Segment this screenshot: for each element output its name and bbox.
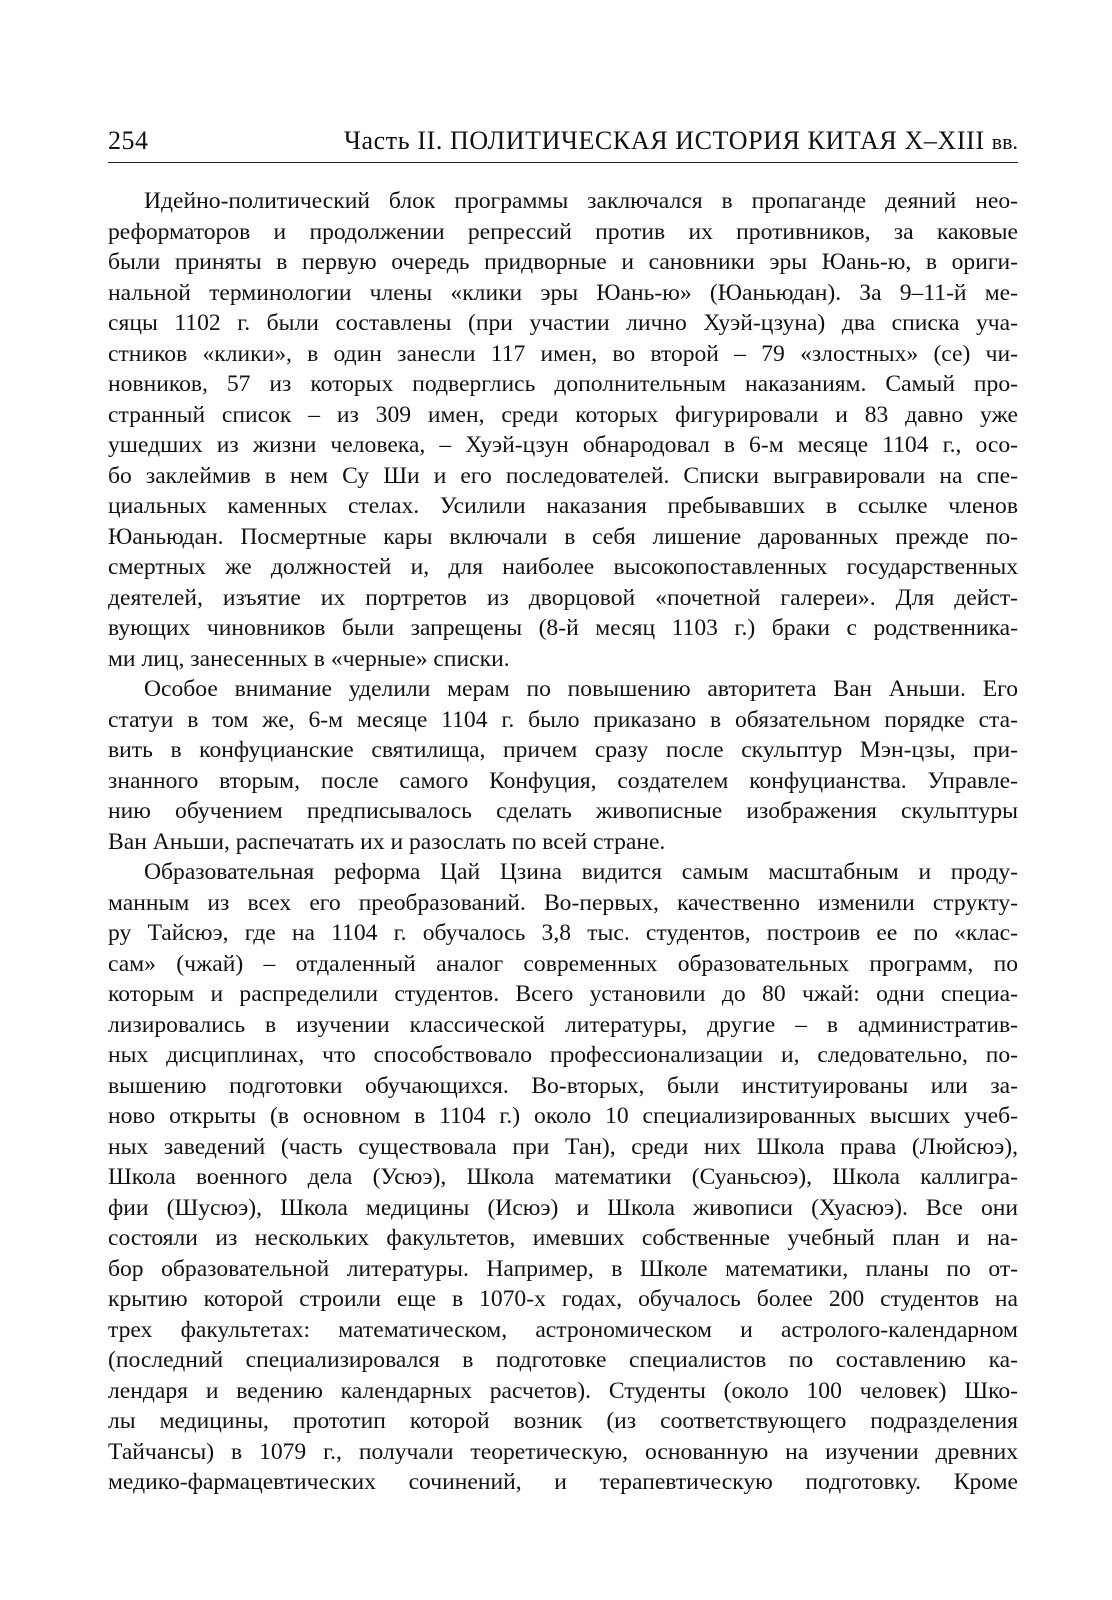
text-line: стников «клики», в один занесли 117 имен, во второй – 79 «злостных» (се) чи- [108, 340, 1018, 367]
text-line: бо заклеймив в нем Су Ши и его последователей. Списки выгравировали на спе- [108, 462, 1018, 489]
page-header [108, 122, 1018, 163]
text-line: смертных же должностей и, для наиболее высокопоставленных государственных [108, 554, 1018, 580]
text-line: нальной терминологии члены «клики эры Юань-ю» (Юаньюдан). За 9–11-й ме- [108, 279, 1018, 306]
page-number: 254 [108, 126, 149, 155]
body-text [108, 186, 1018, 1498]
text-line: манным из всех его преобразований. Во-первых, качественно изменили структу- [108, 889, 1018, 916]
text-line: сяцы 1102 г. были составлены (при участии лично Хуэй-цзуна) два списка уча- [108, 310, 1018, 336]
text-line: лы медицины, прототип которой возник (из соответствующего подразделения [108, 1408, 1018, 1434]
text-line: ных заведений (часть существовала при Тан), среди них Школа права (Люйсюэ), [108, 1133, 1018, 1160]
text-line: деятелей, изъятие их портретов из дворцовой «почетной галереи». Для дейст- [108, 584, 1018, 611]
text-line: лизировались в изучении классической литературы, другие – в административ- [108, 1011, 1018, 1038]
text-line: статуи в том же, 6-м месяце 1104 г. было приказано в обязательном порядке ста- [108, 706, 1018, 733]
text-line: Ван Аньши, распечатать их и разослать по всей стране. [108, 828, 666, 855]
running-head [344, 126, 1018, 156]
text-line: ру Тайсюэ, где на 1104 г. обучалось 3,8 тыс. студентов, построив ее по «клас- [108, 920, 1018, 946]
text-line: (последний специализировался в подготовке специалистов по составлению ка- [108, 1347, 1018, 1373]
text-line: фии (Шусюэ), Школа медицины (Исюэ) и Школа живописи (Хуасюэ). Все они [108, 1194, 1018, 1221]
text-line: ново открыты (в основном в 1104 г.) около 10 специализированных высших учеб- [108, 1103, 1018, 1129]
text-line: ми лиц, занесенных в «черные» списки. [108, 645, 510, 672]
text-line: реформаторов и продолжении репрессий против их противников, за каковые [108, 218, 1018, 245]
text-line: вить в конфуцианские святилища, причем сразу после скульптур Мэн-цзы, при- [108, 737, 1018, 763]
running-head-title: Часть II. ПОЛИТИЧЕСКАЯ ИСТОРИЯ КИТАЯ X–XIII [344, 126, 985, 155]
text-line: вующих чиновников были запрещены (8-й месяц 1103 г.) браки с родственника- [108, 615, 1018, 641]
text-line: Юаньюдан. Посмертные кары включали в себя лишение дарованных прежде по- [108, 523, 1018, 550]
text-line: вышению подготовки обучающихся. Во-вторых, были институированы или за- [108, 1072, 1018, 1099]
text-line: новников, 57 из которых подверглись дополнительным наказаниям. Самый про- [108, 371, 1018, 397]
text-line: крытию которой строили еще в 1070-х годах, обучалось более 200 студентов на [108, 1286, 1018, 1312]
text-line: Образовательная реформа Цай Цзина видится самым масштабным и проду- [144, 859, 1018, 885]
text-line: нию обучением предписывалось сделать живописные изображения скульптуры [108, 798, 1018, 824]
running-head-suffix: вв. [991, 129, 1018, 154]
text-line: медико-фармацевтических сочинений, и терапевтическую подготовку. Кроме [108, 1469, 1018, 1495]
text-line: Тайчансы) в 1079 г., получали теоретическую, основанную на изучении древних [108, 1438, 1018, 1465]
text-line: знанного вторым, после самого Конфуция, создателем конфуцианства. Управле- [108, 767, 1018, 794]
text-line: бор образовательной литературы. Например, в Школе математики, планы по от- [108, 1255, 1018, 1282]
text-line: Особое внимание уделили мерам по повышению авторитета Ван Аньши. Его [144, 676, 1018, 702]
text-line: которым и распределили студентов. Всего установили до 80 чжай: одни специа- [108, 981, 1018, 1007]
text-line: ных дисциплинах, что способствовало профессионализации и, следовательно, по- [108, 1042, 1018, 1068]
text-line: состояли из нескольких факультетов, имевших собственные учебный план и на- [108, 1225, 1018, 1251]
text-line: были приняты в первую очередь придворные и сановники эры Юань-ю, в ориги- [108, 249, 1018, 275]
text-line: ушедших из жизни человека, – Хуэй-цзун обнародовал в 6-м месяце 1104 г., осо- [108, 432, 1018, 458]
text-line: Школа военного дела (Усюэ), Школа математики (Суаньсюэ), Школа каллигра- [108, 1164, 1018, 1190]
text-line: циальных каменных стелах. Усилили наказания пребывавших в ссылке членов [108, 493, 1018, 519]
text-line: странный список – из 309 имен, среди которых фигурировали и 83 давно уже [108, 401, 1018, 428]
text-line: лендаря и ведению календарных расчетов). Студенты (около 100 человек) Шко- [108, 1377, 1018, 1404]
text-line: трех факультетах: математическом, астрономическом и астролого-календарном [108, 1316, 1018, 1343]
text-line: сам» (чжай) – отдаленный аналог современных образовательных программ, по [108, 950, 1018, 977]
text-line: Идейно-политический блок программы заключался в пропаганде деяний нео- [144, 188, 1018, 214]
